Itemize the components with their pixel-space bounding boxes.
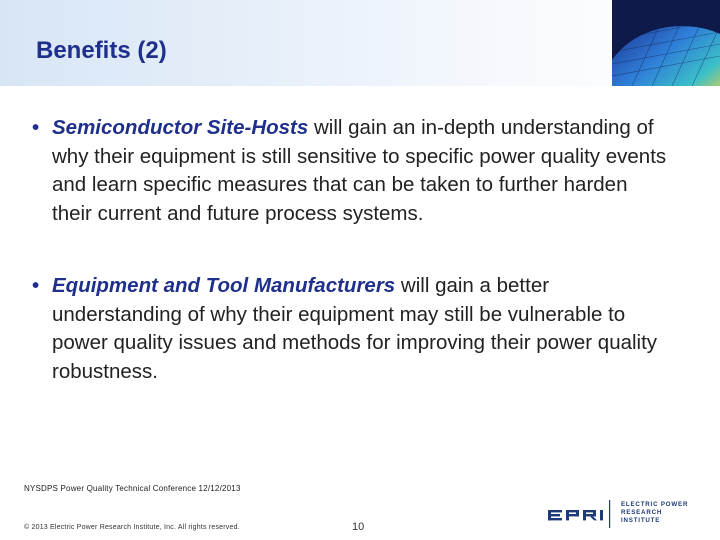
bullet-item: [32, 114, 672, 228]
epri-logo: [546, 496, 696, 532]
footer-conference: NYSDPS Power Quality Technical Conference 12/12/2013: [24, 484, 241, 493]
logo-tagline-line: ELECTRIC POWER: [621, 501, 689, 508]
bullet-marker: •: [32, 116, 40, 139]
epri-wordmark-icon: [546, 496, 618, 532]
logo-tagline-line: RESEARCH INSTITUTE: [621, 509, 663, 524]
bullet-text: will gain an in-depth understanding of why their equipment is still sensitive to specific power quality events and learn specific measures that can be taken to further harden their current and future process systems.: [52, 116, 667, 225]
bullet-text: will gain a better understanding of why their equipment may still be vulnerable to power quality issues and methods for improving their power quality robustness.: [52, 274, 658, 383]
page-number: 10: [352, 521, 365, 533]
wafer-image: [612, 0, 720, 86]
logo-tagline: [621, 501, 701, 525]
bullet-marker: •: [32, 274, 40, 297]
bullet-lead: Equipment and Tool Manufacturers: [52, 274, 396, 297]
footer-copyright: © 2013 Electric Power Research Institute, Inc. All rights reserved.: [24, 524, 240, 531]
bullet-item: [32, 272, 672, 386]
bullet-list: [32, 114, 672, 386]
slide-title: Benefits (2): [36, 37, 167, 64]
bullet-lead: Semiconductor Site-Hosts: [52, 116, 309, 139]
